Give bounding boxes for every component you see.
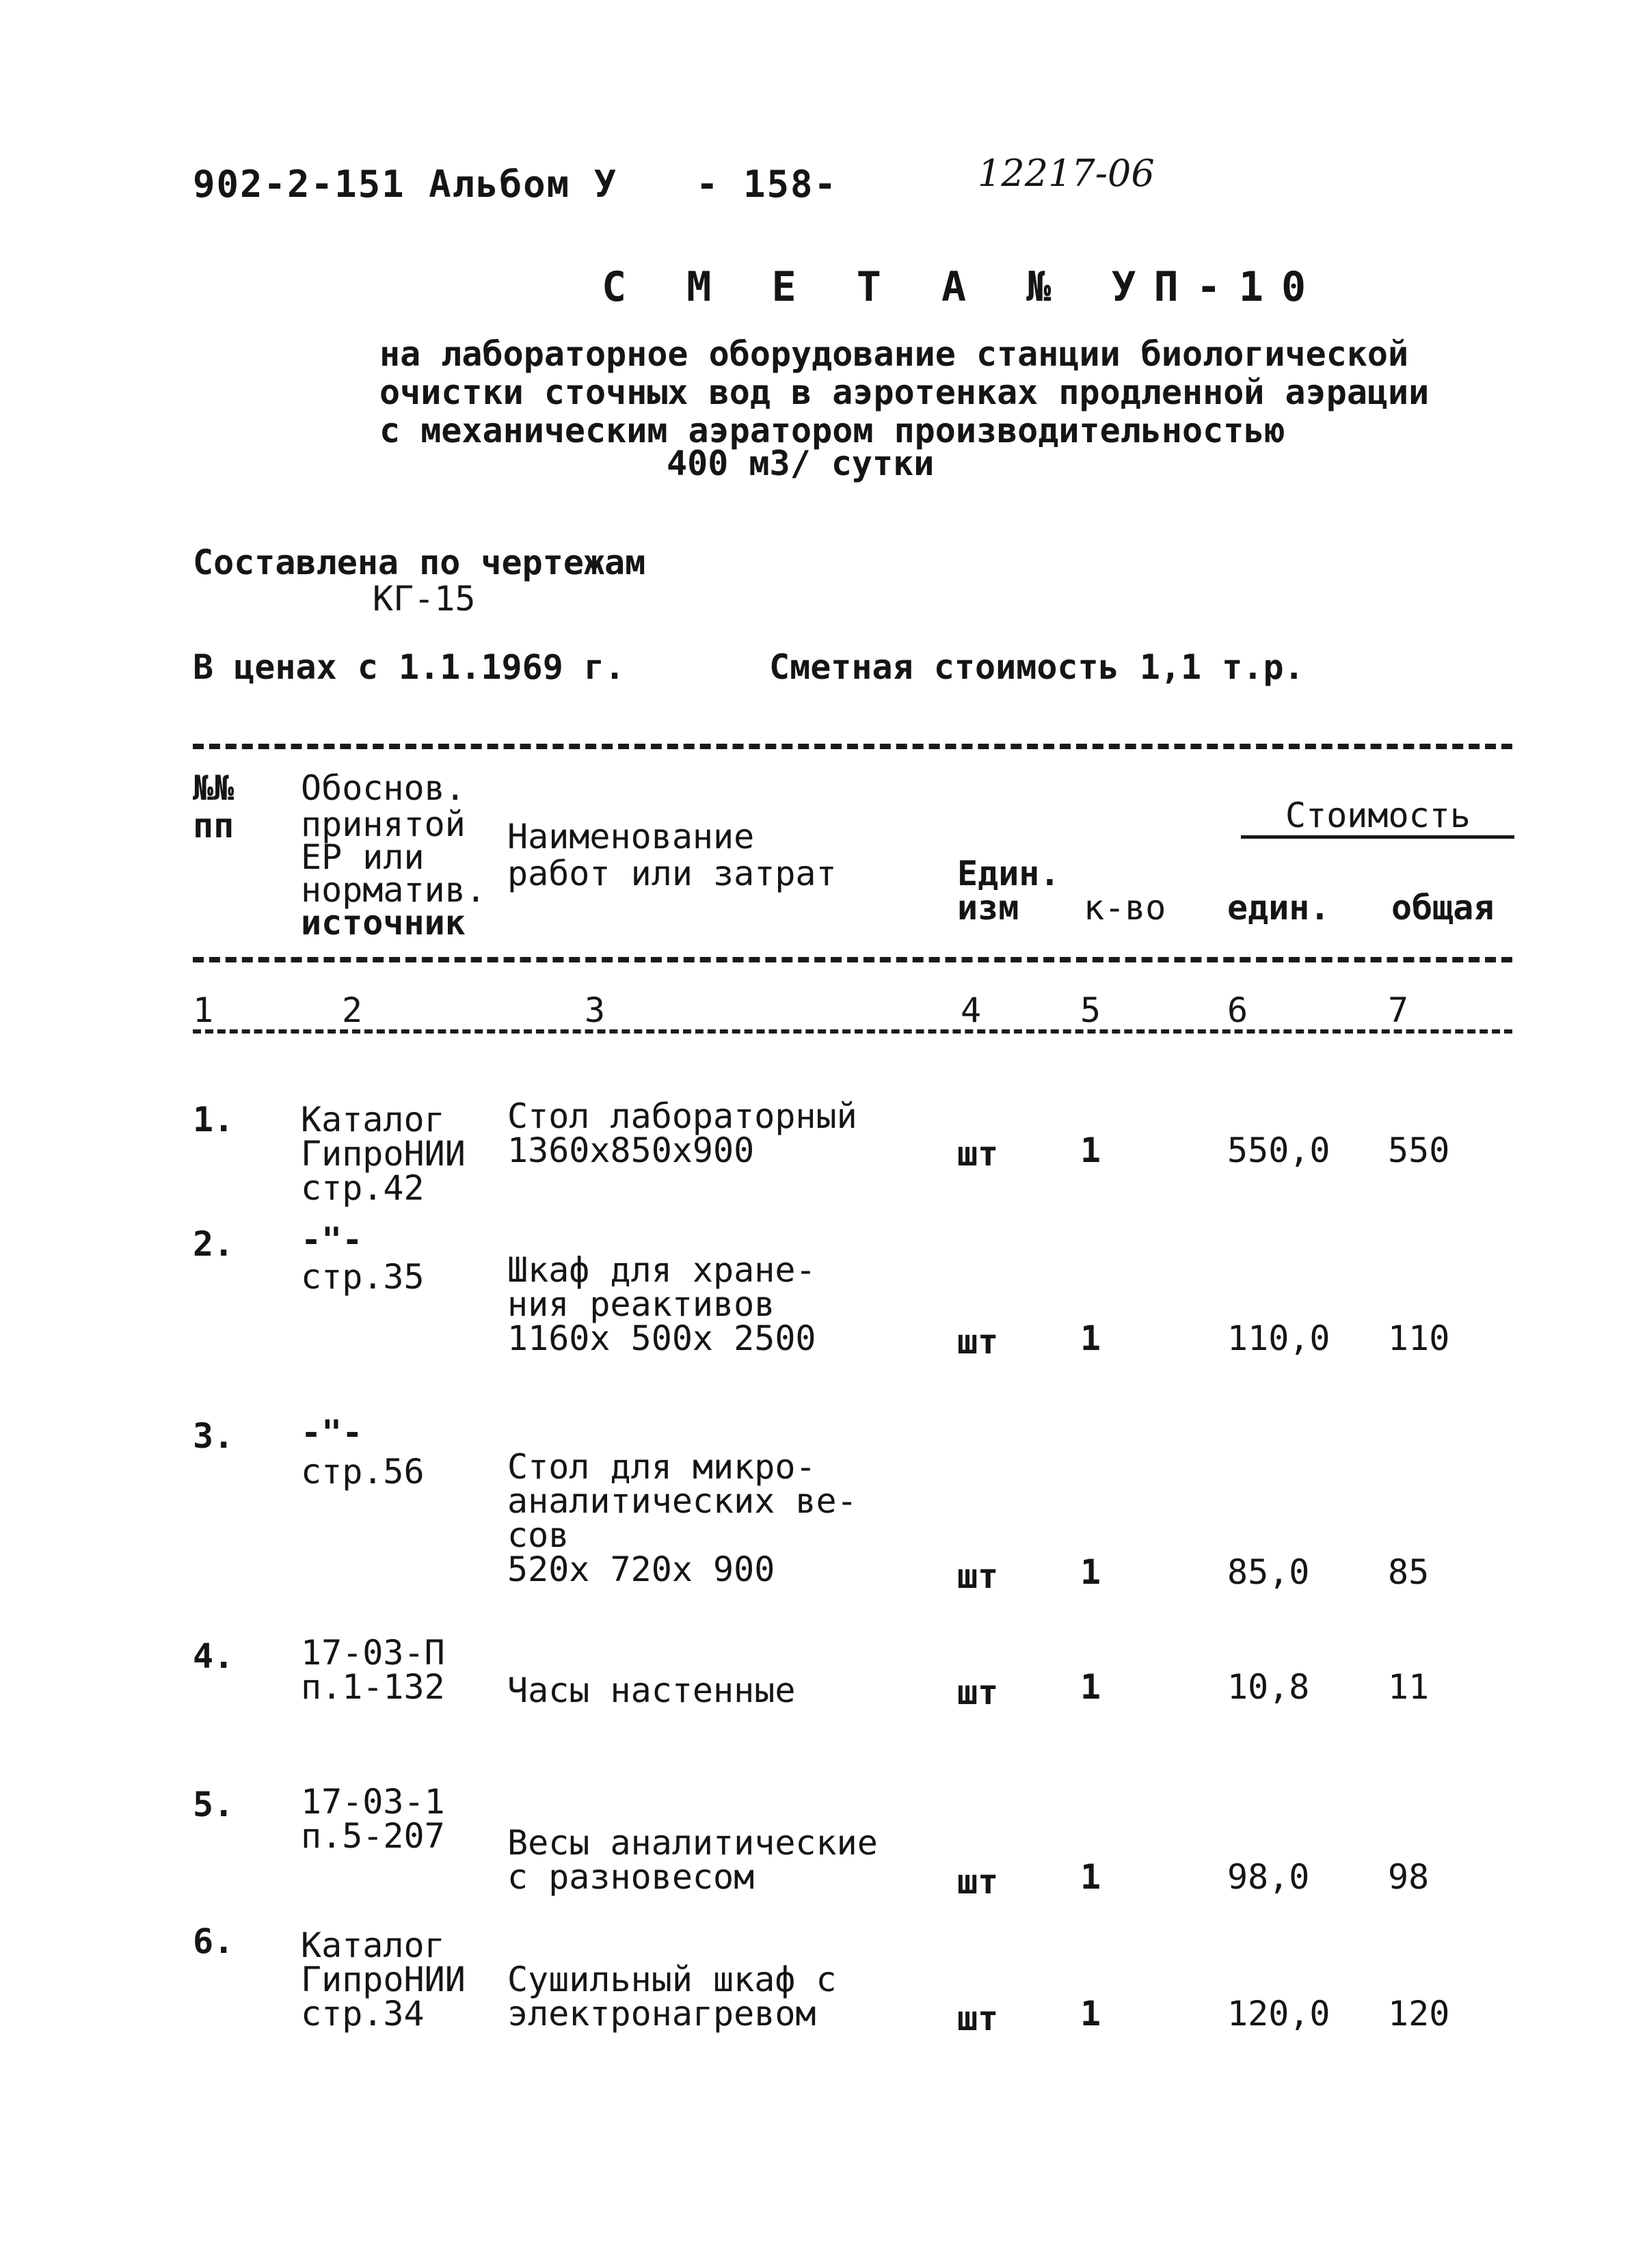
col-number-7: 7: [1388, 990, 1409, 1030]
price-date: В ценах с 1.1.1969 г.: [193, 647, 626, 687]
col-unit-header-2: изм: [957, 888, 1019, 928]
subtitle-line-3: с механическим аэратором производительностью: [379, 411, 1285, 450]
inventory-number: 12217-06: [978, 152, 1155, 195]
document-title: С М Е Т А № УП-10: [602, 263, 1324, 311]
table-header-rule: [193, 957, 1512, 962]
row-name-line: с разновесом: [507, 1857, 755, 1897]
row-unit: шт: [957, 1322, 999, 1362]
row-basis-line: -"-: [301, 1413, 363, 1453]
row-qty: 1: [1080, 1319, 1101, 1358]
row-qty: 1: [1080, 1667, 1101, 1707]
row-unit-price: 550,0: [1227, 1131, 1330, 1170]
col-name-header-2: работ или затрат: [507, 854, 837, 893]
row-unit-price: 120,0: [1227, 1994, 1330, 2034]
col-number-3: 3: [585, 990, 606, 1030]
row-total: 85: [1388, 1552, 1430, 1592]
col-basis-header-2: принятой: [301, 805, 466, 844]
row-total: 550: [1388, 1131, 1450, 1170]
col-unit-cost-header: един.: [1227, 888, 1330, 928]
row-name-line: электронагревом: [507, 1994, 816, 2034]
col-basis-header-1: Обоснов.: [301, 768, 466, 808]
col-cost-group-header: Стоимость: [1285, 796, 1471, 835]
row-qty: 1: [1080, 1857, 1101, 1897]
row-qty: 1: [1080, 1131, 1101, 1170]
row-basis-line: ГипроНИИ: [301, 1960, 466, 1999]
row-name-line: сов: [507, 1515, 570, 1555]
row-name-line: Часы настенные: [507, 1671, 796, 1710]
col-basis-header-3: ЕР или: [301, 837, 425, 877]
subtitle-line-1: на лабораторное оборудование станции биологической: [379, 334, 1409, 374]
col-numbers-rule: [193, 1029, 1512, 1034]
row-name-line: 1160х 500х 2500: [507, 1319, 816, 1358]
col-name-header-1: Наименование: [507, 817, 755, 856]
page-number: - 158-: [696, 163, 838, 206]
cost-group-underline: [1241, 835, 1514, 839]
table-top-rule: [193, 744, 1512, 749]
row-basis-line: -"-: [301, 1220, 363, 1260]
col-total-cost-header: общая: [1391, 888, 1495, 928]
row-num: 4.: [193, 1636, 235, 1676]
row-total: 11: [1388, 1667, 1430, 1707]
col-num-header-2: пп: [193, 806, 235, 846]
col-number-1: 1: [193, 990, 214, 1030]
row-total: 110: [1388, 1319, 1450, 1358]
row-qty: 1: [1080, 1994, 1101, 2034]
row-unit-price: 98,0: [1227, 1857, 1310, 1897]
row-total: 120: [1388, 1994, 1450, 2034]
row-name-line: 1360х850х900: [507, 1131, 755, 1170]
row-name-line: 520х 720х 900: [507, 1550, 775, 1589]
row-name-line: Стол для микро-: [507, 1447, 816, 1487]
row-num: 6.: [193, 1921, 235, 1961]
row-unit: шт: [957, 1556, 999, 1596]
row-unit-price: 110,0: [1227, 1319, 1330, 1358]
subtitle-line-4: 400 м3/ сутки: [667, 444, 935, 483]
estimated-cost: Сметная стоимость 1,1 т.р.: [769, 647, 1304, 687]
row-name-line: Стол лабораторный: [507, 1096, 857, 1136]
composed-label: Составлена по чертежам: [193, 543, 646, 582]
row-basis-line: стр.34: [301, 1994, 425, 2034]
row-basis-line: 17-03-1: [301, 1782, 445, 1822]
row-basis-line: стр.56: [301, 1452, 425, 1491]
col-number-6: 6: [1227, 990, 1248, 1030]
row-basis-line: 17-03-П: [301, 1633, 445, 1673]
row-qty: 1: [1080, 1552, 1101, 1592]
document-code: 902-2-151 Альбом У: [193, 163, 618, 206]
row-name-line: Весы аналитические: [507, 1823, 878, 1863]
col-qty-header: к-во: [1084, 888, 1166, 928]
col-unit-header-1: Един.: [957, 854, 1060, 893]
col-number-5: 5: [1080, 990, 1101, 1030]
row-name-line: аналитических ве-: [507, 1481, 857, 1521]
row-unit: шт: [957, 1134, 999, 1174]
drawing-code: КГ-15: [373, 579, 476, 619]
row-name-line: Сушильный шкаф с: [507, 1960, 837, 1999]
row-basis-line: Каталог: [301, 1926, 445, 1965]
col-basis-header-5: источник: [301, 903, 466, 943]
row-num: 5.: [193, 1785, 235, 1824]
row-unit-price: 10,8: [1227, 1667, 1310, 1707]
row-total: 98: [1388, 1857, 1430, 1897]
row-num: 1.: [193, 1100, 235, 1139]
col-number-2: 2: [342, 990, 363, 1030]
row-basis-line: стр.35: [301, 1257, 425, 1297]
row-num: 2.: [193, 1224, 235, 1264]
col-number-4: 4: [961, 990, 982, 1030]
row-unit: шт: [957, 1999, 999, 2038]
col-num-header-1: №№: [193, 768, 235, 808]
row-basis-line: стр.42: [301, 1168, 425, 1208]
col-basis-header-4: норматив.: [301, 870, 486, 910]
row-basis-line: ГипроНИИ: [301, 1134, 466, 1174]
subtitle-line-2: очистки сточных вод в аэротенках продленной аэрации: [379, 373, 1430, 412]
row-unit: шт: [957, 1673, 999, 1712]
row-basis-line: Каталог: [301, 1100, 445, 1139]
row-num: 3.: [193, 1416, 235, 1456]
row-name-line: ния реактивов: [507, 1284, 775, 1324]
row-basis-line: п.5-207: [301, 1816, 445, 1856]
row-name-line: Шкаф для хране-: [507, 1250, 816, 1290]
row-unit-price: 85,0: [1227, 1552, 1310, 1592]
row-unit: шт: [957, 1862, 999, 1902]
row-basis-line: п.1-132: [301, 1667, 445, 1707]
